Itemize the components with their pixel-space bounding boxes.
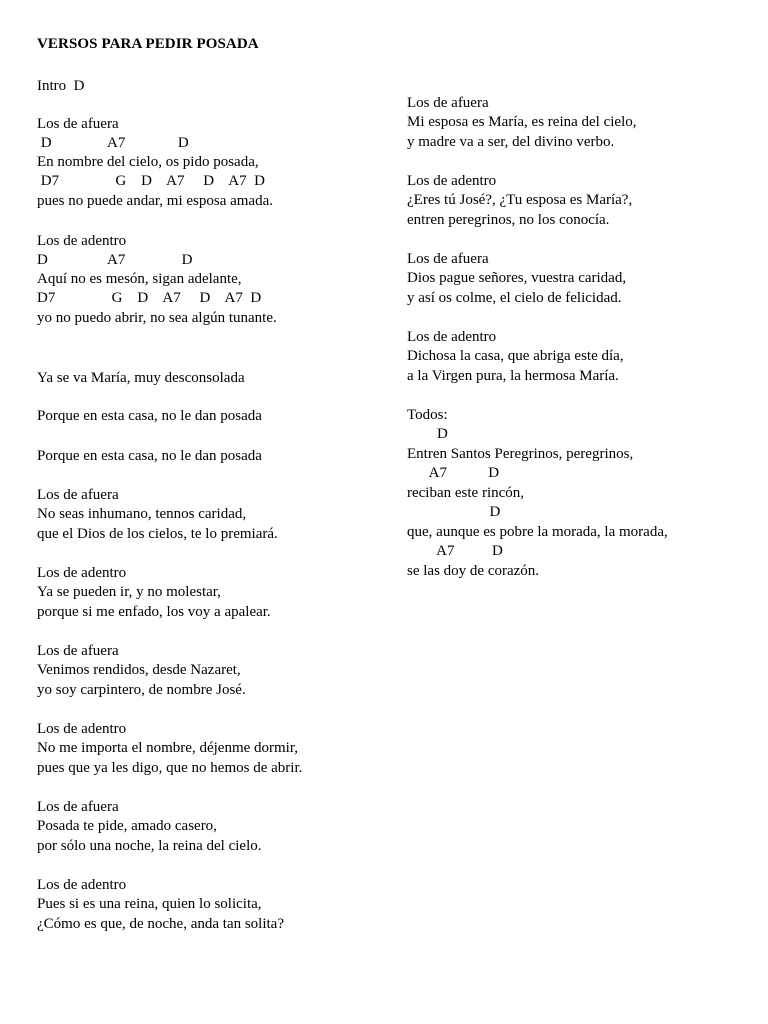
lyric-line: reciban este rincón, (407, 485, 525, 501)
lyric-line: En nombre del cielo, os pido posada, (37, 154, 259, 170)
lyric-line: A7 D (407, 465, 500, 481)
page-title: VERSOS PARA PEDIR POSADA (37, 36, 259, 52)
lyric-line: D (407, 426, 448, 442)
lyric-line: D7 G D A7 D A7 D (37, 290, 262, 306)
lyric-line: No seas inhumano, tennos caridad, (37, 506, 247, 522)
lyric-line: yo soy carpintero, de nombre José. (37, 682, 246, 698)
lyric-line: Ya se pueden ir, y no molestar, (37, 584, 221, 600)
lyric-line: Los de afuera (37, 116, 119, 132)
lyric-line: Los de afuera (37, 799, 119, 815)
lyric-line: pues que ya les digo, que no hemos de abrir. (37, 760, 303, 776)
lyric-line: Pues si es una reina, quien lo solicita, (37, 896, 262, 912)
lyric-line: pues no puede andar, mi esposa amada. (37, 193, 273, 209)
lyric-line: entren peregrinos, no los conocía. (407, 212, 610, 228)
lyric-line: Dios pague señores, vuestra caridad, (407, 270, 627, 286)
lyric-line: yo no puedo abrir, no sea algún tunante. (37, 310, 277, 326)
lyric-line: Los de afuera (37, 487, 119, 503)
lyric-line: Los de adentro (407, 329, 497, 345)
lyric-line: Todos: (407, 407, 448, 423)
lyric-line: y así os colme, el cielo de felicidad. (407, 290, 622, 306)
lyric-line: Los de afuera (37, 643, 119, 659)
lyric-line: Los de adentro (37, 233, 127, 249)
lyric-line: Porque en esta casa, no le dan posada (37, 448, 262, 464)
lyric-line: A7 D (407, 543, 503, 559)
lyric-line: Entren Santos Peregrinos, peregrinos, (407, 446, 634, 462)
lyric-line: Los de afuera (407, 95, 489, 111)
lyric-line: que el Dios de los cielos, te lo premiará. (37, 526, 278, 542)
lyric-line: No me importa el nombre, déjenme dormir, (37, 740, 298, 756)
lyric-line: y madre va a ser, del divino verbo. (407, 134, 615, 150)
lyric-line: Porque en esta casa, no le dan posada (37, 408, 262, 424)
left-column (37, 77, 377, 957)
lyric-line: a la Virgen pura, la hermosa María. (407, 368, 619, 384)
lyric-line: D A7 D (37, 252, 193, 268)
lyric-line: D (407, 504, 501, 520)
lyric-line: Intro D (37, 78, 85, 94)
lyric-line: Los de afuera (407, 251, 489, 267)
lyric-line: Mi esposa es María, es reina del cielo, (407, 114, 637, 130)
lyric-line: ¿Cómo es que, de noche, anda tan solita? (37, 916, 285, 932)
lyric-line: Venimos rendidos, desde Nazaret, (37, 662, 241, 678)
lyric-line: se las doy de corazón. (407, 563, 540, 579)
lyric-line: Los de adentro (37, 565, 127, 581)
lyric-line: Posada te pide, amado casero, (37, 818, 217, 834)
lyric-line: que, aunque es pobre la morada, la morada, (407, 524, 668, 540)
right-column (407, 94, 747, 594)
lyric-line: Ya se va María, muy desconsolada (37, 370, 245, 386)
lyric-line: D7 G D A7 D A7 D (37, 173, 265, 189)
lyric-line: Dichosa la casa, que abriga este día, (407, 348, 624, 364)
lyric-line: Los de adentro (37, 877, 127, 893)
lyric-line: Aquí no es mesón, sigan adelante, (37, 271, 242, 287)
lyric-line: ¿Eres tú José?, ¿Tu esposa es María?, (407, 192, 633, 208)
lyric-line: porque si me enfado, los voy a apalear. (37, 604, 271, 620)
lyric-line: Los de adentro (407, 173, 497, 189)
lyric-line: D A7 D (37, 135, 189, 151)
lyric-line: Los de adentro (37, 721, 127, 737)
lyric-line: por sólo una noche, la reina del cielo. (37, 838, 262, 854)
